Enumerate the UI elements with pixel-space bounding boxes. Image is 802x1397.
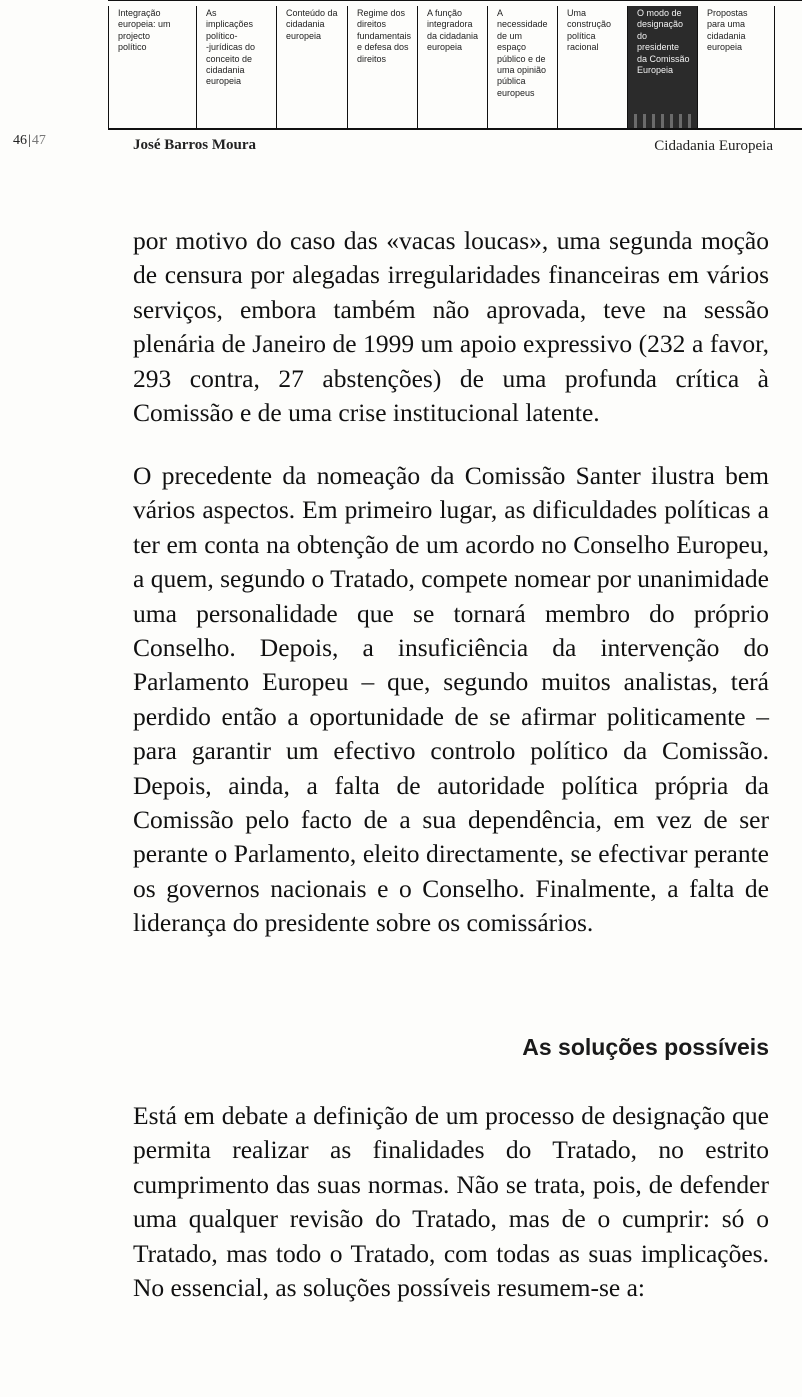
- nav-chapter-label: Conteúdo da cidadania europeia: [286, 8, 338, 41]
- nav-chapter-5[interactable]: [417, 6, 487, 128]
- nav-chapter-label: Regime dos direitos fundamentais e defesa dos direitos: [357, 8, 412, 64]
- running-head-title: Cidadania Europeia: [654, 138, 773, 154]
- page-number-left: 46: [13, 133, 27, 148]
- chapter-navigation: [108, 0, 802, 130]
- page-numbers: [13, 133, 46, 149]
- nav-chapter-4[interactable]: [347, 6, 417, 128]
- nav-chapter-label: As implicações político- -jurídicas do conceito de cidadania europeia: [206, 8, 256, 87]
- body-paragraph: O precedente da nomeação da Comissão Santer ilustra bem vários aspectos. Em primeiro lugar, as dificuldades políticas a ter em conta na obtenção de um acordo no Conselho Europeu, a quem, segundo o Tratado, compete nomear por unanimidade uma personalidade que se tornará membro do próprio Conselho. Depois, a insuficiência da intervenção do Parlamento Europeu – que, segundo muitos analistas, terá perdido então a oportunidade de se afirmar politicamente – para garantir um efectivo controlo político da Comissão. Depois, ainda, a falta de autoridade política própria da Comissão pelo facto de a sua dependência, em vez de ser perante o Parlamento, eleito directamente, se efectivar perante os governos nacionais e o Conselho. Finalmente, a falta de liderança do presidente sobre os comissários.: [133, 461, 769, 938]
- section-heading: As soluções possíveis: [522, 1034, 769, 1060]
- nav-chapter-label: A função integradora da cidadania europeia: [427, 8, 479, 53]
- nav-chapter-8-active[interactable]: [627, 6, 697, 128]
- nav-chapter-2[interactable]: [196, 6, 276, 128]
- nav-chapter-label: O modo de designação do presidente da Comissão Europeia: [637, 8, 690, 76]
- nav-top-rule: [108, 0, 802, 1]
- body-paragraph: por motivo do caso das «vacas loucas», uma segunda moção de censura por alegadas irregularidades financeiras em vários serviços, embora também não aprovada, teve na sessão plenária de Janeiro de 1999 um apoio expressivo (232 a favor, 293 contra, 27 abstenções) de uma profunda crítica à Comissão e de uma crise institucional latente.: [133, 226, 769, 428]
- page-number-right: 47: [31, 133, 46, 148]
- nav-chapter-6[interactable]: [487, 6, 557, 128]
- nav-chapter-9[interactable]: [697, 6, 775, 128]
- nav-chapter-label: Uma construção política racional: [567, 8, 612, 53]
- running-head-author: José Barros Moura: [133, 137, 257, 153]
- nav-chapter-3[interactable]: [276, 6, 347, 128]
- nav-chapter-label: Integração europeia: um projecto político: [118, 8, 171, 53]
- body-paragraph: Está em debate a definição de um processo de designação que permita realizar as finalidades do Tratado, no estrito cumprimento das suas normas. Não se trata, pois, de defender uma qualquer revisão do Tratado, mas de o cumprir: só o Tratado, mas todo o Tratado, com todas as suas implicações. No essencial, as soluções possíveis resumem-se a:: [133, 1101, 769, 1303]
- nav-chapter-label: A necessidade de um espaço público e de uma opinião pública europeus: [497, 8, 548, 98]
- nav-chapter-1[interactable]: [108, 6, 196, 128]
- nav-chapter-label: Propostas para uma cidadania europeia: [707, 8, 748, 53]
- nav-chapter-7[interactable]: [557, 6, 627, 128]
- page-number-separator: |: [28, 133, 31, 148]
